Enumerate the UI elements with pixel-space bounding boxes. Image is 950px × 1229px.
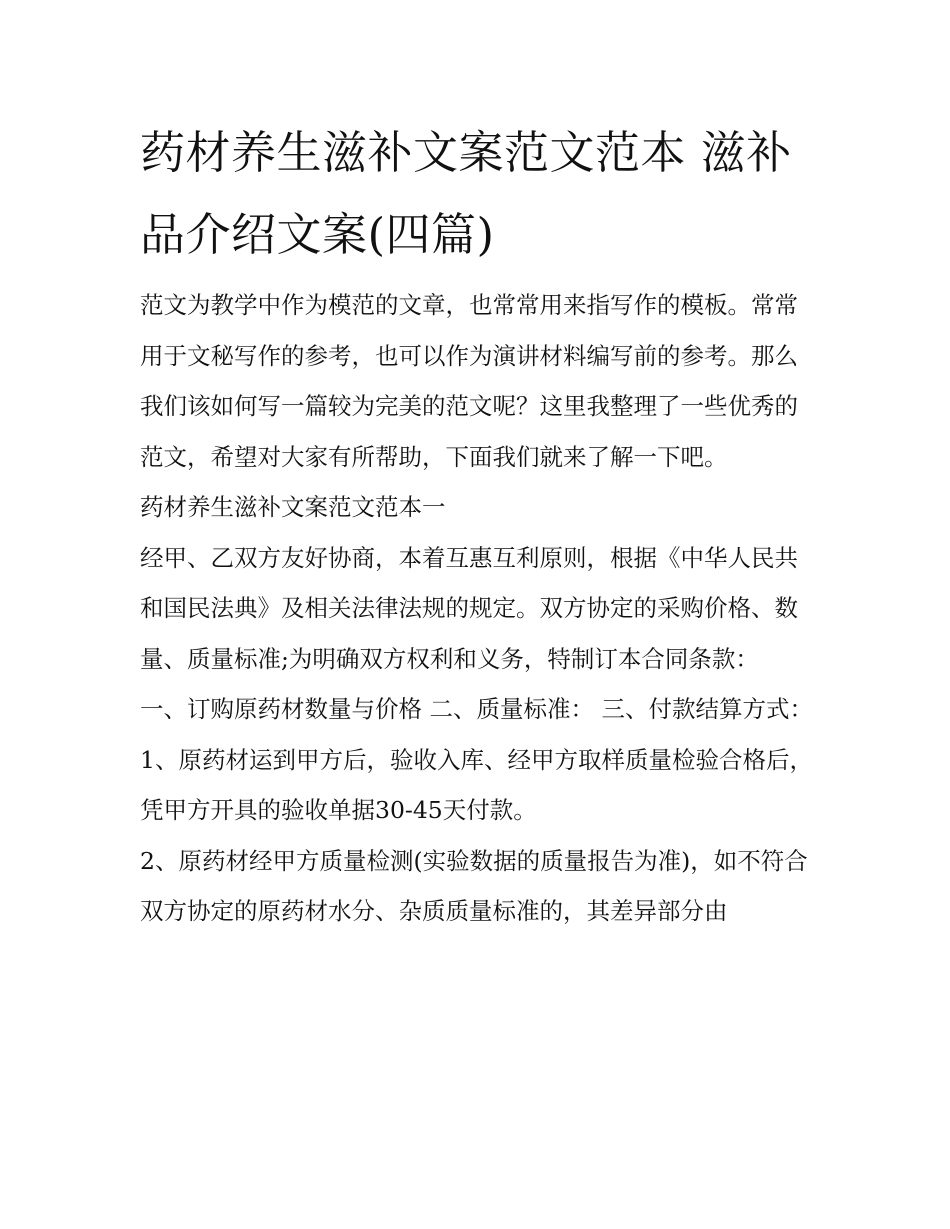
intro-paragraph: 范文为教学中作为模范的文章，也常常用来指写作的模板。常常用于文秘写作的参考，也可以作为演讲材料编写前的参考。那么我们该如何写一篇较为完美的范文呢？这里我整理了一些优秀的范文，希望对大家有所帮助，下面我们就来了解一下吧。 — [140, 291, 798, 471]
payment-clause-1: 1、原药材运到甲方后，验收入库、经甲方取样质量检验合格后，凭甲方开具的验收单据30-45天付款。 — [140, 745, 813, 824]
document-body — [140, 280, 820, 937]
section-heading: 药材养生滋补文案范文范本一 — [140, 493, 446, 521]
document-title: 药材养生滋补文案范文范本 滋补品介绍文案(四篇) — [140, 126, 792, 261]
contract-preamble-paragraph: 经甲、乙双方友好协商，本着互惠互利原则，根据《中华人民共和国民法典》及相关法律法规的规定。双方协定的采购价格、数量、质量标准;为明确双方权利和义务，特制订本合同条款： — [140, 543, 798, 673]
contract-outline-paragraph: 一、订购原药材数量与价格 二、质量标准： 三、付款结算方式： — [140, 695, 813, 723]
payment-clause-2: 2、原药材经甲方质量检测(实验数据的质量报告为准)，如不符合双方协定的原药材水分、杂质质量标准的，其差异部分由 — [140, 846, 808, 925]
